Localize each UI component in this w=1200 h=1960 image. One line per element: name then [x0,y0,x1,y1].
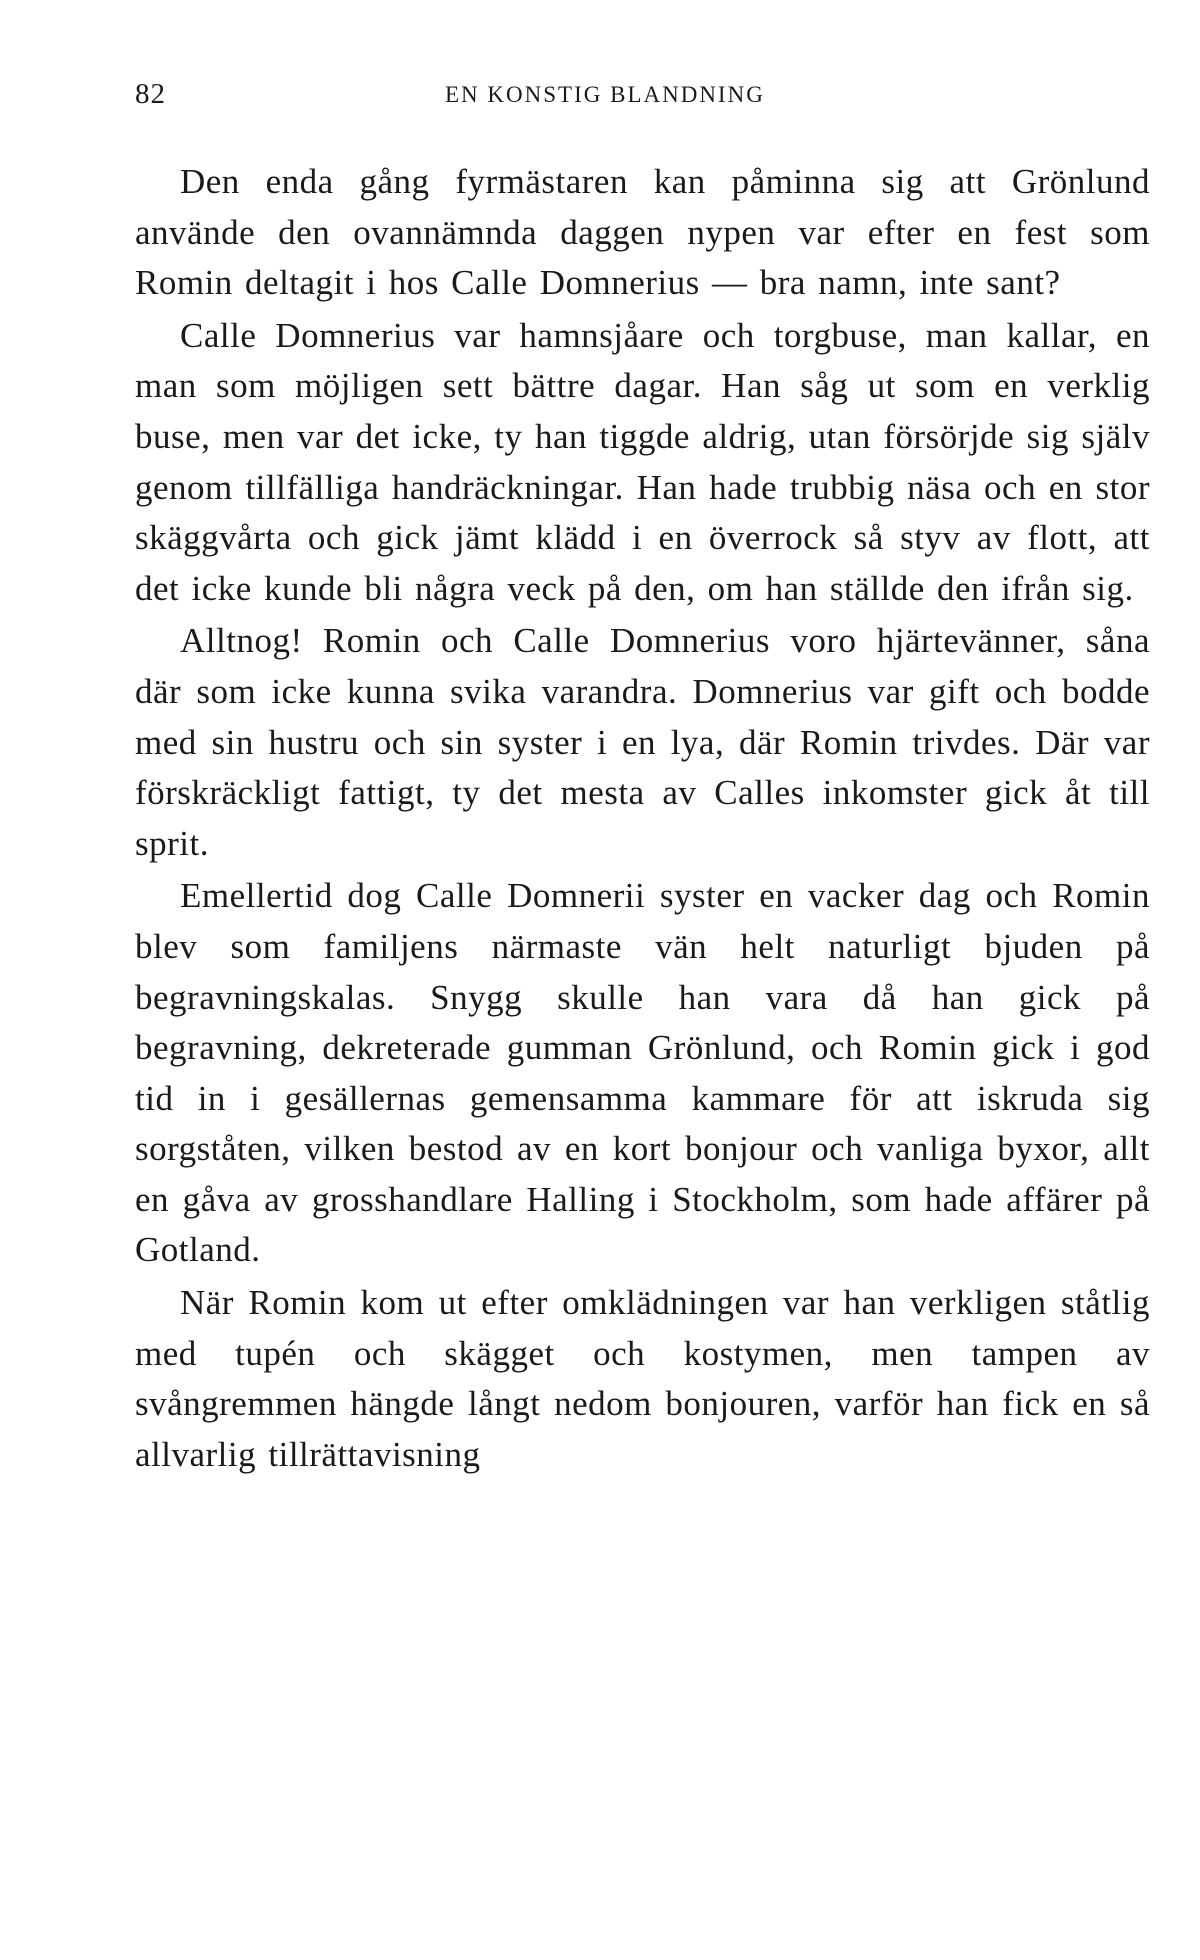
page-number: 82 [135,78,166,110]
running-header [135,70,1150,120]
running-title: EN KONSTIG BLANDNING [445,82,765,107]
paragraph: Calle Domnerius var hamnsjåare och torgbuse, man kallar, en man som möjligen sett bättre dagar. Han såg ut som en verklig buse, men var det icke, ty han tiggde aldrig, utan försörjde sig själv genom tillfälliga handräckningar. Han hade trubbig näsa och en stor skäggvårta och gick jämt klädd i en överrock så styv av flott, att det icke kunde bli några veck på den, om han ställde den ifrån sig. [135,315,1150,608]
paragraph: Emellertid dog Calle Domnerii syster en vacker dag och Romin blev som familjens närmaste vän helt naturligt bjuden på begravningskalas. Snygg skulle han vara då han gick på begravning, dekreterade gumman Grönlund, och Romin gick i god tid in i gesällernas gemensamma kammare för att iskruda sig sorgståten, vilken bestod av en kort bonjour och vanliga byxor, allt en gåva av grosshandlare Halling i Stockholm, som hade affärer på Gotland. [135,876,1150,1270]
paragraph: När Romin kom ut efter omklädningen var han verkligen ståtlig med tupén och skägget och kostymen, men tampen av svångremmen hängde långt nedom bonjouren, varför han fick en så allvarlig tillrättavisning [135,1283,1150,1474]
paragraph: Alltnog! Romin och Calle Domnerius voro hjärtevänner, såna där som icke kunna svika varandra. Domnerius var gift och bodde med sin hustru och sin syster i en lya, där Romin trivdes. Där var förskräckligt fattigt, ty det mesta av Calles inkomster gick åt till sprit. [135,621,1150,863]
book-page [135,70,1150,1480]
paragraph: Den enda gång fyrmästaren kan påminna sig att Grönlund använde den ovannämnda daggen nypen var efter en fest som Romin deltagit i hos Calle Domnerius — bra namn, inte sant? [135,162,1150,303]
body-text [135,157,1150,1480]
